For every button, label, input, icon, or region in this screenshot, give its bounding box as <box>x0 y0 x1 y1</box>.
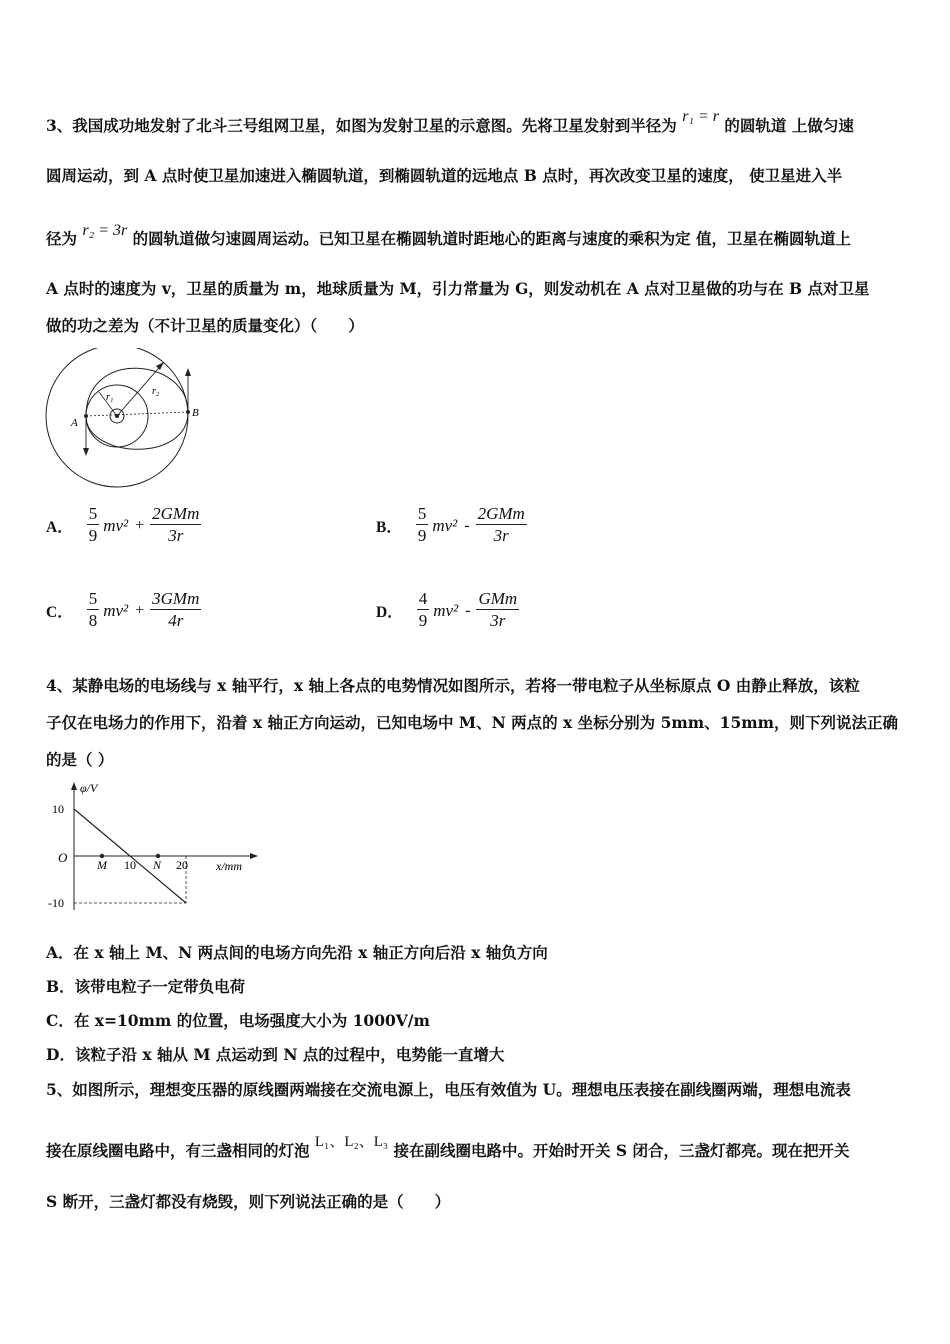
orbit-figure <box>40 348 215 488</box>
coef-fraction: $\frac{5}{9}$ <box>88 504 98 545</box>
option-label: D． <box>376 603 403 621</box>
q5-line-2 <box>46 1134 850 1161</box>
gm-fraction: $\frac{\text{2GMm}}{3r}$ <box>152 504 200 545</box>
y-axis-arrow <box>71 782 77 790</box>
q4-line-2: 子仅在电场力的作用下，沿着 x 轴正方向运动，已知电场中 M、N 两点的 x 坐标分别为 5mm、15mm，则下列说法正确 <box>46 713 899 732</box>
mv-term: mv² <box>103 515 129 535</box>
velocity-a-arrow <box>83 448 89 456</box>
q5-line-3: S 断开，三盏灯都没有烧毁，则下列说法正确的是（ ） <box>46 1192 451 1211</box>
q3-line-2: 圆周运动，到 A 点时使卫星加速进入椭圆轨道，到椭圆轨道的远地点 B 点时，再次改变卫星的速度， 使卫星进入半 <box>46 166 843 185</box>
point-b <box>186 410 190 414</box>
operator: - <box>464 516 470 534</box>
mv-term: mv² <box>103 600 129 620</box>
point-a <box>84 414 88 418</box>
a-label: A <box>71 417 78 429</box>
q3-text-3b: 的圆轨道做匀速圆周运动。已知卫星在椭圆轨道时距地心的距离与速度的乘积为定 值，卫星在椭圆轨道上 <box>132 229 852 248</box>
q4-option-c[interactable]: C．在 x=10mm 的位置，电场强度大小为 1000V/m <box>46 1011 430 1030</box>
y-axis-label: φ/V <box>80 781 98 795</box>
r2-arrowhead <box>156 362 164 370</box>
option-label: B． <box>376 518 402 536</box>
gm-fraction: $\frac{\text{3GMm}}{4r}$ <box>152 589 200 630</box>
q3-option-c[interactable] <box>46 589 203 632</box>
q3-line-5: 做的功之差为（不计卫星的质量变化）（ ） <box>46 316 364 335</box>
gm-fraction: $\frac{\text{GMm}}{3r}$ <box>478 589 518 630</box>
b-label: B <box>192 407 199 419</box>
option-label: A． <box>46 518 73 536</box>
q3-option-b[interactable] <box>376 504 529 547</box>
option-label: C． <box>46 603 73 621</box>
q3-text-1b: 的圆轨道 上做匀速 <box>724 116 854 135</box>
origin-label: O <box>58 850 68 865</box>
q3-line-3 <box>46 222 852 249</box>
velocity-b-arrow <box>185 368 191 376</box>
r2-equation: r₂ = 3r <box>82 222 128 239</box>
coef-fraction: $\frac{4}{9}$ <box>418 589 428 630</box>
coef-fraction: $\frac{5}{8}$ <box>88 589 98 630</box>
lamps-label: L₁、L₂、L₃ <box>314 1134 389 1150</box>
y-tick-label: 10 <box>52 802 64 816</box>
x-tick-label: 10 <box>124 858 136 872</box>
x-axis-label: x/mm <box>216 859 242 873</box>
q3-option-a[interactable] <box>46 504 203 547</box>
potential-chart <box>44 778 264 918</box>
q4-line-1: 4、某静电场的电场线与 x 轴平行，x 轴上各点的电势情况如图所示，若将一带电粒子从坐标原点 O 由静止释放，该粒 <box>46 676 860 695</box>
q4-option-a[interactable]: A．在 x 轴上 M、N 两点间的电场方向先沿 x 轴正方向后沿 x 轴负方向 <box>46 943 548 962</box>
r1-equation: r₁ = r <box>682 108 720 125</box>
q4-option-d[interactable]: D．该粒子沿 x 轴从 M 点运动到 N 点的过程中，电势能一直增大 <box>46 1045 505 1064</box>
mv-term: mv² <box>432 515 458 535</box>
q3-option-d[interactable] <box>376 589 521 632</box>
r1-label: r₁ <box>106 392 114 403</box>
r2-label: r₂ <box>152 386 160 397</box>
q3-text-1a: 3、我国成功地发射了北斗三号组网卫星，如图为发射卫星的示意图。先将卫星发射到半径为 <box>46 116 677 135</box>
coef-fraction: $\frac{5}{9}$ <box>417 504 427 545</box>
elliptical-orbit <box>86 368 188 449</box>
point-label: M <box>97 858 107 872</box>
gm-fraction: $\frac{\text{2GMm}}{3r}$ <box>477 504 525 545</box>
q5-text-2a: 接在原线圈电路中，有三盏相同的灯泡 <box>46 1141 310 1160</box>
x-tick-label: 20 <box>176 858 188 872</box>
y-tick-label: -10 <box>48 896 64 910</box>
point-label: N <box>153 858 162 872</box>
q3-line-1 <box>46 108 854 136</box>
q4-option-b[interactable]: B．该带电粒子一定带负电荷 <box>46 977 246 996</box>
operator: + <box>135 516 145 534</box>
operator: - <box>465 601 471 619</box>
operator: + <box>135 601 145 619</box>
q4-line-3: 的是（ ） <box>46 750 114 769</box>
q3-text-3a: 径为 <box>46 229 78 248</box>
q5-text-2b: 接在副线圈电路中。开始时开关 S 闭合，三盏灯都亮。现在把开关 <box>393 1141 850 1160</box>
x-axis-arrow <box>250 853 258 859</box>
mv-term: mv² <box>433 600 459 620</box>
q5-line-1: 5、如图所示，理想变压器的原线圈两端接在交流电源上，电压有效值为 U。理想电压表接在副线圈两端，理想电流表 <box>46 1080 851 1099</box>
q3-line-4: A 点时的速度为 v，卫星的质量为 m，地球质量为 M，引力常量为 G，则发动机在 A 点对卫星做的功与在 B 点对卫星 <box>46 279 870 298</box>
major-axis <box>86 412 188 416</box>
